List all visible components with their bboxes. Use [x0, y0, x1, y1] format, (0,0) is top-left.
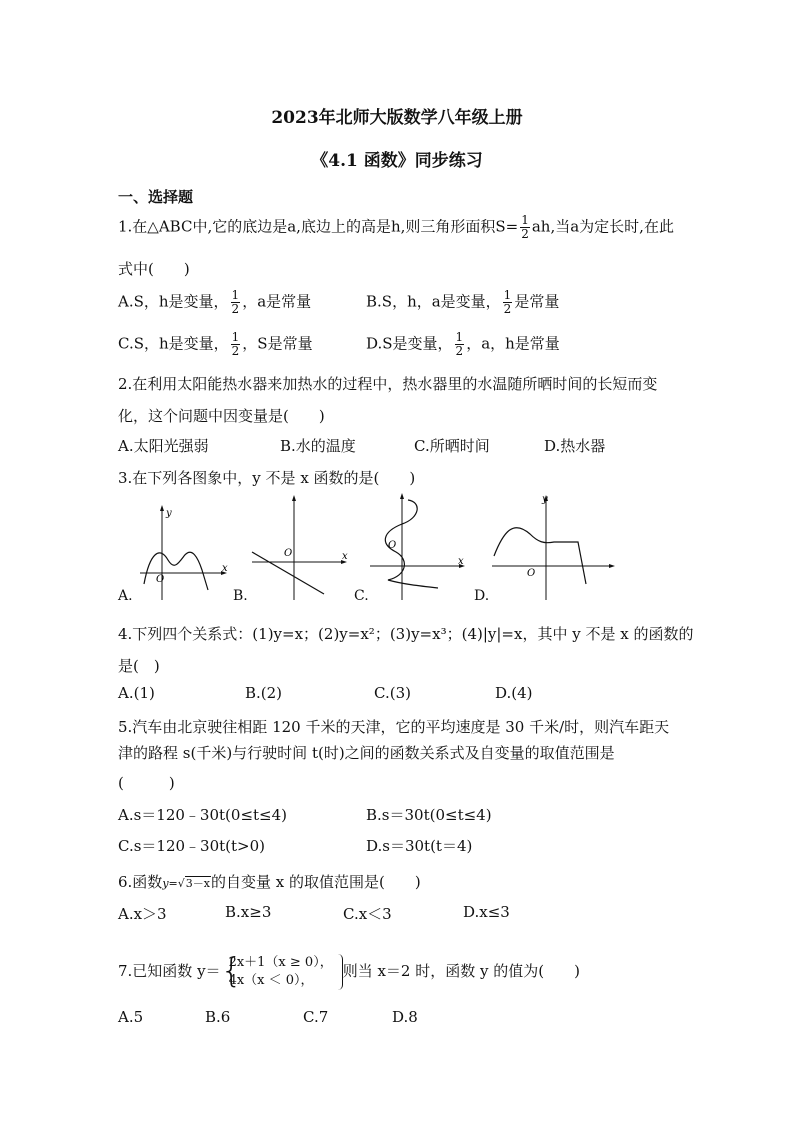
graph-c-label[interactable]: C. — [354, 588, 369, 604]
graph-a-x-label: x — [222, 563, 228, 574]
graph-a-curve — [144, 552, 208, 590]
q7-option-b[interactable]: B.6 — [205, 1008, 231, 1026]
question-2-stem: 2.在利用太阳能热水器来加热水的过程中，热水器里的水温随所晒时间的长短而变 — [118, 375, 658, 393]
graph-d-origin-label: O — [527, 568, 536, 579]
q7-option-c[interactable]: C.7 — [303, 1008, 329, 1026]
fraction-half: $\frac{1}{2}$ — [455, 330, 464, 358]
graph-d-y-label: y — [542, 494, 548, 505]
q2-option-c[interactable]: C.所晒时间 — [414, 437, 490, 455]
q1-stem-part-a: 1.在△ABC中,它的底边是a,底边上的高是h,则三角形面积S= — [118, 217, 519, 236]
graph-b-x-label: x — [342, 551, 348, 562]
fraction-half: $\frac{1}{2}$ — [503, 288, 512, 316]
question-4-stem-cont: 是( ) — [118, 657, 160, 675]
graph-a-label[interactable]: A. — [118, 588, 133, 604]
q6-option-a[interactable]: A.x＞3 — [118, 905, 167, 923]
page-title: 2023年北师大版数学八年级上册 — [271, 108, 523, 128]
q5-option-c[interactable]: C.s＝120﹣30t(t>0) — [118, 837, 265, 855]
q5-option-d[interactable]: D.s＝30t(t＝4) — [366, 837, 473, 855]
q2-option-b[interactable]: B.水的温度 — [280, 437, 356, 455]
fraction-half: $\frac{1}{2}$ — [521, 213, 529, 241]
graph-b — [248, 492, 353, 602]
question-2-stem-cont: 化，这个问题中因变量是( ) — [118, 407, 325, 425]
piecewise-function: { 2x＋1（x ≥ 0）， 4x（x ＜ 0）， — [221, 954, 343, 990]
question-5-stem: 5.汽车由北京驶往相距 120 千米的天津，它的平均速度是 30 千米/时，则汽车距天 — [118, 718, 670, 736]
q5-option-b[interactable]: B.s＝30t(0≤t≤4) — [366, 806, 492, 824]
graph-d — [490, 492, 622, 602]
graph-c — [366, 490, 471, 602]
right-bracket-icon — [338, 954, 343, 990]
graph-c-origin-label: O — [388, 540, 397, 551]
section-heading: 一、选择题 — [118, 188, 194, 206]
q2-option-a[interactable]: A.太阳光强弱 — [118, 437, 209, 455]
q6-option-d[interactable]: D.x≤3 — [463, 903, 510, 921]
q1-option-a[interactable]: A.S，h是变量， $\frac{1}{2}$ ，a是常量 — [118, 288, 312, 316]
graph-b-y-arrow — [292, 495, 296, 501]
graph-a-y-arrow — [160, 505, 164, 511]
left-brace-icon: { — [220, 951, 243, 991]
graph-d-label[interactable]: D. — [474, 588, 490, 604]
question-5-stem-paren: ( ) — [118, 774, 175, 792]
sqrt-formula: y=√3－x — [162, 877, 210, 890]
graph-b-origin-label: O — [284, 548, 293, 559]
q1-option-b[interactable]: B.S，h，a是变量， $\frac{1}{2}$ 是常量 — [366, 288, 560, 316]
question-1-stem-cont: 式中( ) — [118, 260, 190, 278]
question-3-stem: 3.在下列各图象中，y 不是 x 函数的是( ) — [118, 469, 416, 487]
question-5-stem-cont: 津的路程 s(千米)与行驶时间 t(时)之间的函数关系式及自变量的取值范围是 — [118, 744, 615, 762]
q1-option-c[interactable]: C.S，h是变量， $\frac{1}{2}$ ，S是常量 — [118, 330, 313, 358]
q4-option-b[interactable]: B.(2) — [245, 684, 283, 702]
q4-option-a[interactable]: A.(1) — [118, 684, 155, 702]
graph-a — [140, 502, 230, 602]
graph-d-x-arrow — [609, 564, 615, 568]
question-1-stem — [118, 214, 674, 241]
q2-option-d[interactable]: D.热水器 — [544, 437, 606, 455]
q4-option-d[interactable]: D.(4) — [495, 684, 533, 702]
q7-option-a[interactable]: A.5 — [118, 1008, 144, 1026]
page-subtitle: 《4.1 函数》同步练习 — [311, 151, 483, 171]
graph-c-x-label: x — [458, 556, 464, 567]
question-7-stem: 7.已知函数 y＝ { 2x＋1（x ≥ 0）， 4x（x ＜ 0）， 则当 x＝2 时，函数 y 的值为( ) — [118, 951, 580, 991]
graph-b-label[interactable]: B. — [233, 588, 248, 604]
fraction-half: $\frac{1}{2}$ — [231, 330, 240, 358]
q1-option-d[interactable]: D.S是变量， $\frac{1}{2}$ ，a，h是常量 — [366, 330, 560, 358]
question-4-stem: 4.下列四个关系式：(1)y=x；(2)y=x²；(3)y=x³；(4)|y|=x，其中 y 不是 x 的函数的 — [118, 625, 694, 643]
q4-option-c[interactable]: C.(3) — [374, 684, 411, 702]
question-6-stem: 6.函数y=√3－x的自变量 x 的取值范围是( ) — [118, 873, 421, 891]
graph-a-y-label: y — [166, 508, 172, 519]
graph-d-curve — [494, 528, 586, 584]
graph-c-y-arrow — [400, 493, 404, 499]
q1-stem-part-b: ah,当a为定长时,在此 — [531, 217, 674, 236]
q6-option-c[interactable]: C.x＜3 — [343, 905, 392, 923]
q7-option-d[interactable]: D.8 — [392, 1008, 418, 1026]
q6-option-b[interactable]: B.x≥3 — [225, 903, 272, 921]
graph-a-origin-label: O — [156, 574, 165, 585]
q5-option-a[interactable]: A.s＝120﹣30t(0≤t≤4) — [118, 806, 287, 824]
fraction-half: $\frac{1}{2}$ — [231, 288, 240, 316]
